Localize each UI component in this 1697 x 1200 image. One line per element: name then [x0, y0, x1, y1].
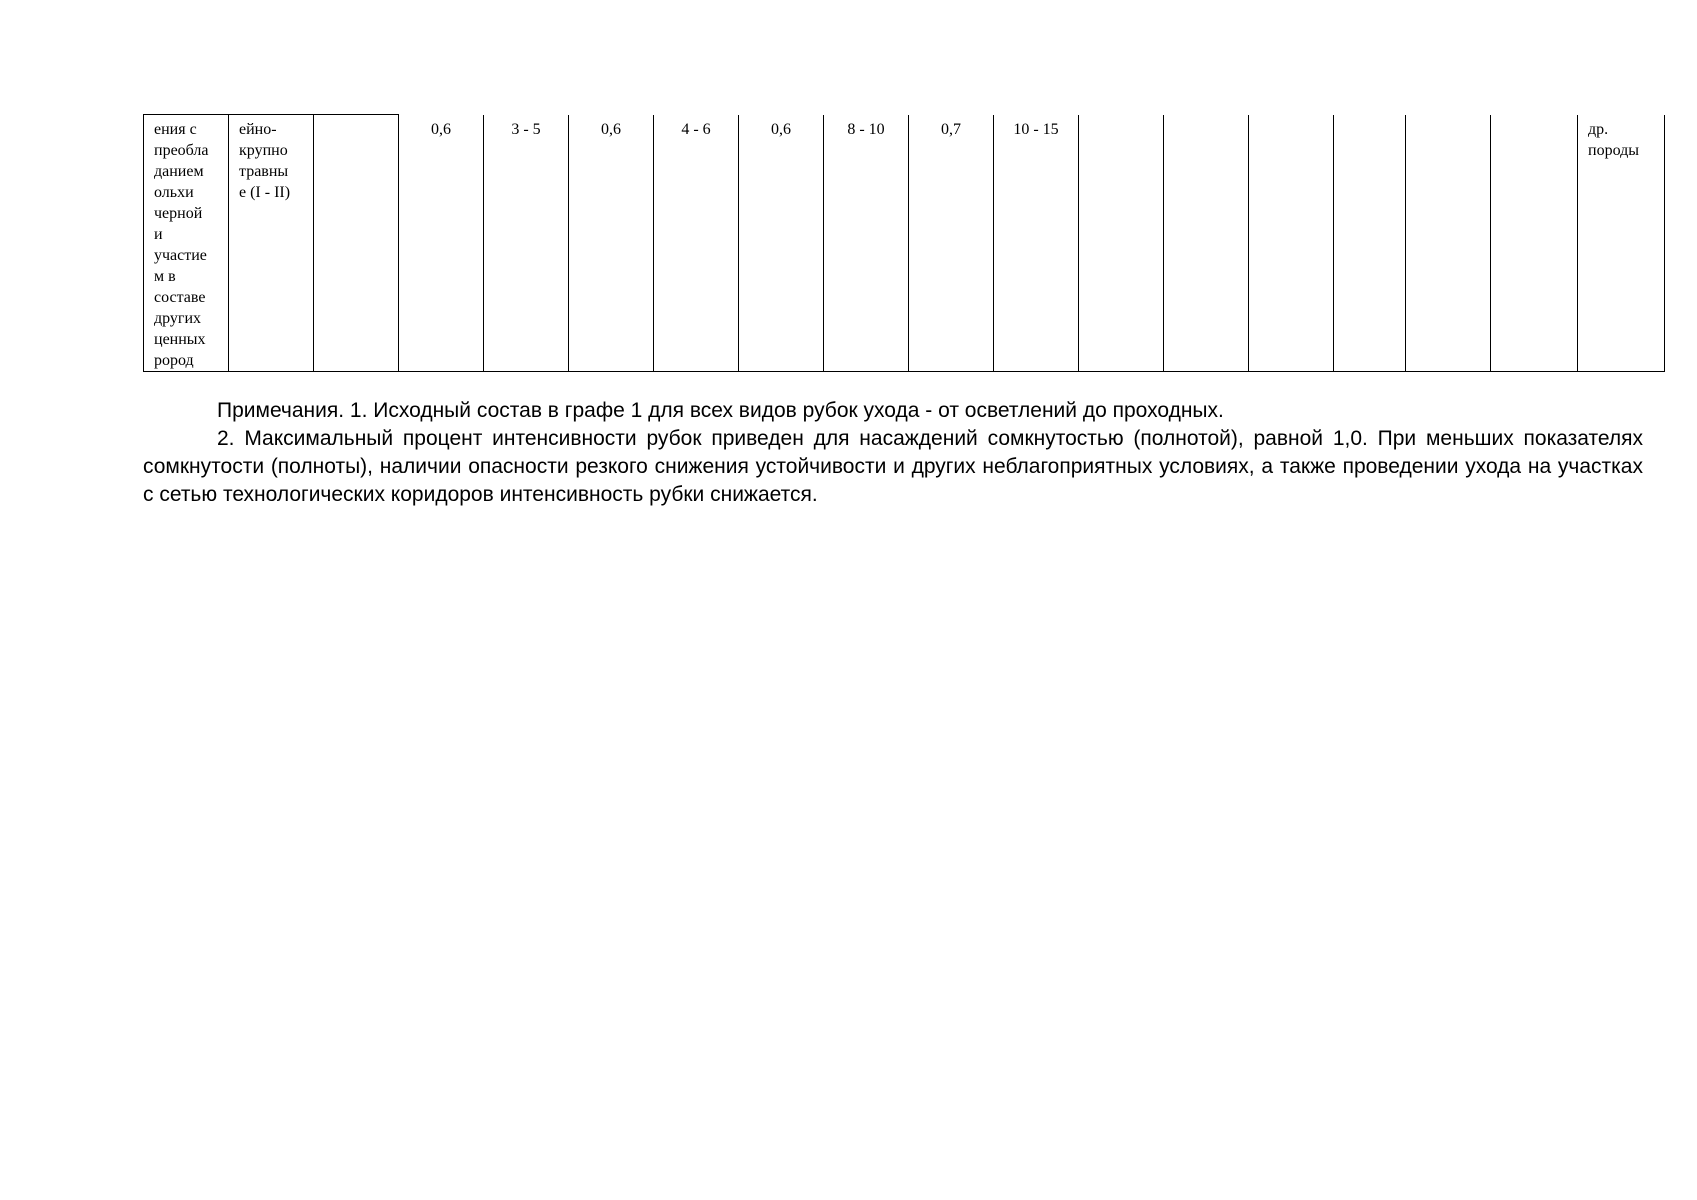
table-cell: 8 - 10	[824, 115, 909, 372]
table-cell-composition: ения с преобла данием ольхи черной и участие м в составе других ценных pород	[144, 115, 229, 372]
table-cell	[1406, 115, 1491, 372]
table-cell	[314, 115, 399, 372]
table-cell: 0,6	[569, 115, 654, 372]
table-cell: 0,7	[909, 115, 994, 372]
table-cell: 0,6	[399, 115, 484, 372]
table-cell	[1164, 115, 1249, 372]
table-cell	[1491, 115, 1578, 372]
table-cell-other-species: др. породы	[1578, 115, 1665, 372]
note-1: Примечания. 1. Исходный состав в графе 1 для всех видов рубок ухода - от осветлений до проходных.	[217, 399, 1224, 422]
note-2: 2. Максимальный процент интенсивности рубок приведен для насаждений сомкнутостью (полнотой), равной 1,0. При меньших показателях сомкнутости (полноты), наличии опасности резкого снижения устойчивости и других неблагоприятных условиях, а также проведении ухода на участках с сетью технологических коридоров интенсивность рубки снижается.	[143, 427, 1643, 506]
table-cell: 3 - 5	[484, 115, 569, 372]
table-cell	[1079, 115, 1164, 372]
notes-section	[143, 397, 1643, 509]
table-cell: 4 - 6	[654, 115, 739, 372]
table-cell: 0,6	[739, 115, 824, 372]
forestry-table-fragment	[143, 114, 1665, 372]
table-cell-forest-type: ейно- крупно травны е (I - II)	[229, 115, 314, 372]
table-cell	[1249, 115, 1334, 372]
table-row	[144, 115, 1665, 372]
table-cell: 10 - 15	[994, 115, 1079, 372]
table-cell	[1334, 115, 1406, 372]
